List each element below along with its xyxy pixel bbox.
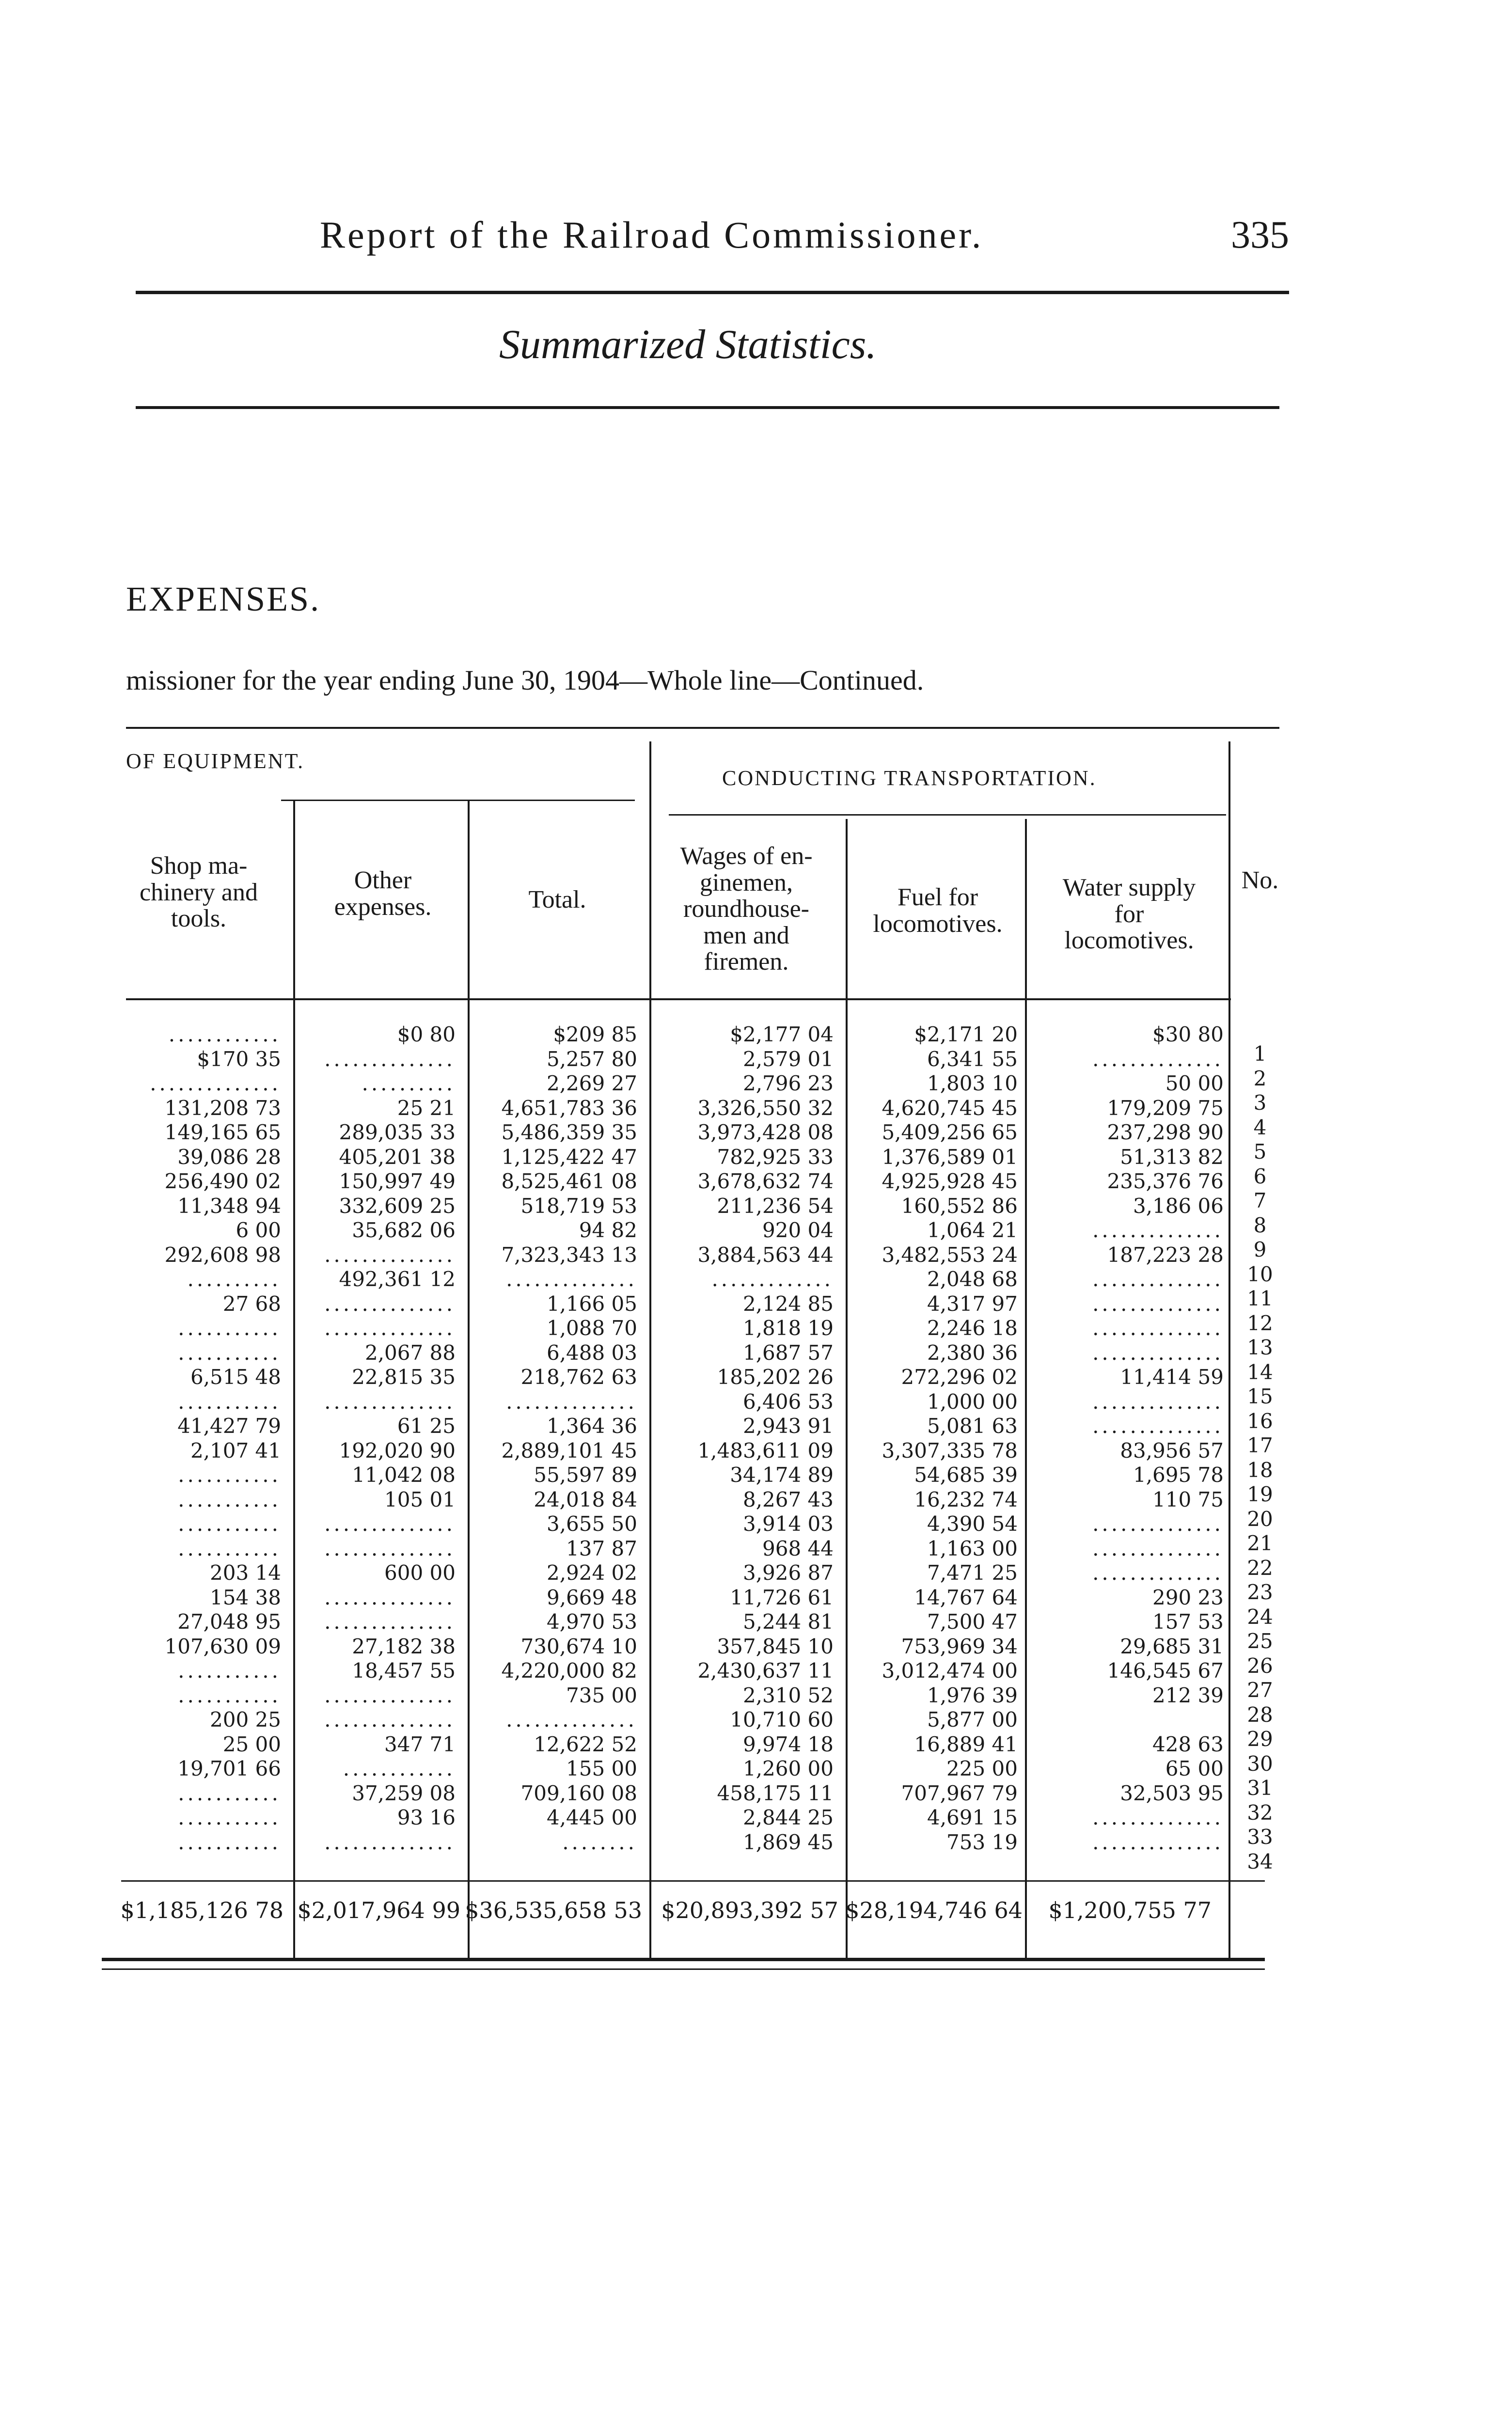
group-conducting: CONDUCTING TRANSPORTATION. [722,766,1097,790]
table-cell: 5,409,256 65 [882,1120,1018,1144]
table-cell: ........... [178,1340,281,1365]
table-cell: 203 14 [210,1561,281,1585]
table-cell: 4,390 54 [927,1512,1018,1536]
table-cell: ............ [168,1023,281,1046]
col-header-shop: Shop ma- chinery and tools. [139,852,258,933]
row-number: 18 [1247,1458,1273,1482]
header-rule [136,291,1289,294]
table-cell: 458,175 11 [717,1781,834,1805]
row-number: 8 [1253,1213,1267,1237]
table-cell: .............. [1092,1512,1224,1536]
column-water-values [1025,1023,1224,1855]
table-cell: .............. [324,1389,456,1414]
table-cell: .............. [324,1683,456,1707]
table-cell: 218,762 63 [520,1365,637,1389]
table-cell: 5,081 63 [927,1414,1018,1438]
table-cell: 8,525,461 08 [501,1169,637,1193]
row-number: 34 [1247,1849,1273,1873]
table-cell: 235,376 76 [1107,1169,1224,1193]
column-divider [1228,741,1230,1958]
table-cell: 968 44 [762,1536,834,1560]
table-cell: 131,208 73 [164,1096,281,1120]
table-cell: 50 00 [1165,1071,1224,1095]
table-cell: .............. [1092,1047,1224,1071]
row-number: 10 [1247,1262,1273,1286]
table-cell: 1,869 45 [742,1830,834,1854]
table-cell: ........ [562,1830,637,1854]
table-cell: 27 68 [222,1291,281,1316]
total-wages: $20,893,392 57 [661,1897,838,1923]
table-cell: 18,457 55 [352,1659,456,1683]
total-total: $36,535,658 53 [465,1897,642,1923]
table-cell: 16,232 74 [914,1487,1018,1511]
column-total-values [472,1023,637,1855]
table-cell: 65 00 [1165,1757,1224,1780]
table-cell: 4,925,928 45 [882,1169,1018,1193]
row-number: 26 [1247,1653,1273,1678]
table-cell: 2,048 68 [927,1267,1018,1291]
table-cell: 94 82 [579,1218,637,1242]
table-cell: 782,925 33 [717,1145,834,1169]
row-number: 15 [1247,1385,1273,1408]
table-cell: 29,685 31 [1120,1634,1224,1658]
table-cell: 1,125,422 47 [501,1145,637,1169]
table-cell: .............. [1092,1316,1224,1340]
table-cell: 1,000 00 [927,1389,1018,1414]
table-cell: 3,012,474 00 [882,1659,1018,1683]
col-header-fuel: Fuel for locomotives. [873,883,1003,938]
table-cell: 4,620,745 45 [882,1096,1018,1120]
table-cell: 10,710 60 [730,1708,834,1731]
table-cell: .............. [324,1830,456,1854]
table-cell: ........... [178,1536,281,1560]
table-cell: 54,685 39 [914,1463,1018,1487]
group-equipment: OF EQUIPMENT. [126,749,305,773]
table-cell: 3,926 87 [742,1561,834,1585]
table-cell: 3,186 06 [1133,1194,1224,1218]
row-number: 4 [1253,1115,1267,1139]
table-cell: 51,313 82 [1120,1145,1224,1169]
header-bottom-rule [126,998,1231,1000]
table-cell: 1,364 36 [546,1414,637,1438]
table-cell: 730,674 10 [520,1634,637,1658]
table-cell: 290 23 [1152,1585,1224,1609]
table-cell: .............. [1092,1340,1224,1365]
table-cell: ........... [178,1830,281,1854]
table-cell: 2,380 36 [927,1340,1018,1365]
table-cell: 289,035 33 [339,1120,456,1144]
row-number: 9 [1253,1238,1267,1261]
table-cell: .............. [1092,1414,1224,1438]
table-cell: 16,889 41 [914,1732,1018,1756]
table-cell: 3,973,428 08 [697,1120,834,1144]
table-cell: .......... [187,1267,281,1291]
table-cell: $30 80 [1152,1023,1224,1046]
row-number: 24 [1247,1605,1273,1629]
table-cell: 4,651,783 36 [501,1096,637,1120]
row-number: 7 [1253,1189,1267,1212]
table-cell: 428 63 [1152,1732,1224,1756]
table-cell: 2,844 25 [742,1806,834,1829]
section-title: EXPENSES. [126,580,321,618]
table-cell: 518,719 53 [520,1194,637,1218]
table-cell: .............. [506,1708,637,1731]
table-cell: 1,818 19 [742,1316,834,1340]
table-cell: 212 39 [1152,1683,1224,1707]
row-number: 31 [1247,1776,1273,1800]
table-cell: .............. [324,1243,456,1267]
table-cell: ........... [178,1512,281,1536]
table-cell: 160,552 86 [901,1194,1018,1218]
col-header-other: Other expenses. [334,866,432,921]
bottom-rule-thin [102,1968,1265,1970]
column-divider [649,741,651,1958]
table-cell: .............. [1092,1830,1224,1854]
table-cell: 6,515 48 [190,1365,281,1389]
table-cell: 83,956 57 [1120,1438,1224,1463]
totals-rule [121,1880,1265,1882]
table-cell: 1,064 21 [927,1218,1018,1242]
table-cell: 6,341 55 [927,1047,1018,1071]
table-cell: 185,202 26 [717,1365,834,1389]
table-cell: 179,209 75 [1107,1096,1224,1120]
table-cell: 35,682 06 [352,1218,456,1242]
row-number: 23 [1247,1580,1273,1604]
table-cell: 2,124 85 [742,1291,834,1316]
table-cell: 492,361 12 [339,1267,456,1291]
table-cell: 9,669 48 [546,1585,637,1609]
table-cell: 25 00 [222,1732,281,1756]
row-number: 11 [1247,1287,1273,1310]
table-cell: .............. [324,1512,456,1536]
table-cell: 93 16 [397,1806,456,1829]
table-cell: 5,486,359 35 [501,1120,637,1144]
table-cell: 2,246 18 [927,1316,1018,1340]
table-cell: 3,326,550 32 [697,1096,834,1120]
table-cell: ........... [178,1389,281,1414]
table-cell: 6,406 53 [742,1389,834,1414]
table-cell: 37,259 08 [352,1781,456,1805]
table-cell: .............. [324,1585,456,1609]
group-equipment-rule [281,800,635,801]
table-cell: 2,107 41 [190,1438,281,1463]
table-cell: 1,976 39 [927,1683,1018,1707]
table-cell: 4,691 15 [927,1806,1018,1829]
table-cell: 2,067 88 [364,1340,456,1365]
table-cell: 1,376,589 01 [882,1145,1018,1169]
table-cell: ........... [178,1659,281,1683]
table-cell: 4,317 97 [927,1291,1018,1316]
table-cell: 600 00 [384,1561,456,1585]
table-cell: 34,174 89 [730,1463,834,1487]
table-cell: .............. [324,1047,456,1071]
row-number: 5 [1253,1140,1267,1164]
row-number: 12 [1247,1311,1273,1335]
table-top-rule [126,727,1279,729]
table-cell: 2,924 02 [546,1561,637,1585]
table-cell: $209 85 [553,1023,637,1046]
table-cell: 41,427 79 [177,1414,281,1438]
table-cell: 1,166 05 [546,1291,637,1316]
table-cell: .............. [324,1316,456,1340]
page-number: 335 [1231,214,1289,256]
table-cell: .............. [1092,1806,1224,1829]
column-fuel-values [846,1023,1018,1855]
table-cell: .............. [150,1071,281,1095]
table-cell: 14,767 64 [914,1585,1018,1609]
table-cell: 211,236 54 [717,1194,834,1218]
table-cell: $2,177 04 [730,1023,834,1046]
table-cell: 3,482,553 24 [882,1243,1018,1267]
table-cell: 2,310 52 [742,1683,834,1707]
subheading-rule [136,406,1279,409]
table-cell: 332,609 25 [339,1194,456,1218]
table-cell: 4,220,000 82 [501,1659,637,1683]
table-cell: 6,488 03 [546,1340,637,1365]
table-cell: 2,430,637 11 [697,1659,834,1683]
row-number: 27 [1247,1678,1273,1702]
table-cell: 5,244 81 [742,1610,834,1634]
row-number: 25 [1247,1629,1273,1653]
row-number: 19 [1247,1482,1273,1506]
table-cell: 2,269 27 [546,1071,637,1095]
table-cell: 4,970 53 [546,1610,637,1634]
row-number: 33 [1247,1825,1273,1849]
table-cell: ........... [178,1463,281,1487]
table-cell: 192,020 90 [339,1438,456,1463]
table-cell: 5,257 80 [546,1047,637,1071]
table-cell: 200 25 [210,1708,281,1731]
intro-line: missioner for the year ending June 30, 1904—Whole line—Continued. [126,664,924,696]
col-header-total: Total. [528,886,586,913]
table-cell: .............. [506,1267,637,1291]
row-number: 32 [1247,1800,1273,1825]
column-divider [468,800,470,1958]
table-cell: .............. [324,1708,456,1731]
row-number: 16 [1247,1409,1273,1433]
table-cell: .............. [324,1536,456,1560]
table-cell: ........... [178,1683,281,1707]
table-cell: $170 35 [197,1047,281,1071]
table-cell: 146,545 67 [1107,1659,1224,1683]
table-cell: $2,171 20 [914,1023,1018,1046]
row-number: 29 [1247,1727,1273,1751]
table-cell: 707,967 79 [901,1781,1018,1805]
table-cell: 150,997 49 [339,1169,456,1193]
table-cell: 256,490 02 [164,1169,281,1193]
table-cell: 357,845 10 [717,1634,834,1658]
row-number: 6 [1253,1164,1267,1188]
table-cell: 1,163 00 [927,1536,1018,1560]
table-cell: ........... [178,1316,281,1340]
running-header-title: Report of the Railroad Commissioner. [320,214,984,256]
table-cell: .............. [1092,1389,1224,1414]
table-cell: 27,048 95 [177,1610,281,1634]
table-cell: 2,579 01 [742,1047,834,1071]
table-cell: 347 71 [384,1732,456,1756]
row-number: 13 [1247,1336,1273,1359]
table-cell: 7,500 47 [927,1610,1018,1634]
row-number: 30 [1247,1751,1273,1776]
col-header-no: No. [1241,866,1279,894]
table-cell: 12,622 52 [534,1732,637,1756]
table-cell: .............. [1092,1536,1224,1560]
table-cell: .............. [1092,1561,1224,1585]
column-wages-values [652,1023,834,1855]
row-number: 17 [1247,1433,1273,1457]
table-cell: 709,160 08 [520,1781,637,1805]
table-cell: 753 19 [946,1830,1018,1854]
table-cell: 3,307,335 78 [882,1438,1018,1463]
table-cell: 1,088 70 [546,1316,637,1340]
table-cell: 272,296 02 [901,1365,1018,1389]
total-other: $2,017,964 99 [297,1897,460,1923]
table-cell: .......... [362,1071,456,1095]
table-cell: 1,695 78 [1133,1463,1224,1487]
table-cell: 3,884,563 44 [697,1243,834,1267]
table-cell [1025,1708,1224,1732]
row-number: 20 [1247,1507,1273,1531]
table-cell: 11,348 94 [177,1194,281,1218]
column-shop-values [111,1023,281,1855]
table-cell: .............. [324,1610,456,1634]
table-cell: 1,260 00 [742,1757,834,1780]
col-header-wages: Wages of en- ginemen, roundhouse- men and firemen. [680,842,813,976]
table-cell: 1,687 57 [742,1340,834,1365]
table-cell: 6 00 [236,1218,281,1242]
table-cell: ........... [178,1781,281,1805]
table-cell: 25 21 [397,1096,456,1120]
row-number: 2 [1253,1066,1267,1090]
col-header-water: Water supply for locomotives. [1062,874,1196,955]
table-cell: 2,796 23 [742,1071,834,1095]
table-cell: .............. [1092,1291,1224,1316]
table-cell: 61 25 [397,1414,456,1438]
row-number: 14 [1247,1360,1273,1384]
total-shop: $1,185,126 78 [120,1897,284,1923]
table-cell: 753,969 34 [901,1634,1018,1658]
table-cell: 105 01 [384,1487,456,1511]
row-number: 3 [1253,1091,1267,1115]
table-cell: .............. [506,1389,637,1414]
row-number: 22 [1247,1556,1273,1580]
table-cell: 3,655 50 [546,1512,637,1536]
table-cell: 149,165 65 [164,1120,281,1144]
table-cell: 735 00 [566,1683,637,1707]
table-cell: 155 00 [566,1757,637,1780]
table-cell: ........... [178,1806,281,1829]
table-cell: .............. [1092,1218,1224,1242]
table-cell: ........... [178,1487,281,1511]
table-cell: 39,086 28 [177,1145,281,1169]
table-cell: 107,630 09 [164,1634,281,1658]
group-conducting-rule [669,814,1226,816]
table-cell: 110 75 [1152,1487,1224,1511]
table-cell: 19,701 66 [177,1757,281,1780]
row-number: 21 [1247,1531,1273,1555]
table-cell: 32,503 95 [1120,1781,1224,1805]
table-cell: 11,726 61 [730,1585,834,1609]
table-cell: 405,201 38 [339,1145,456,1169]
table-cell: 11,414 59 [1120,1365,1224,1389]
table-cell: ............ [343,1757,456,1780]
row-number: 1 [1253,1042,1267,1066]
table-cell: 55,597 89 [534,1463,637,1487]
table-cell: ............. [711,1267,834,1291]
total-fuel: $28,194,746 64 [845,1897,1023,1923]
table-cell: 24,018 84 [534,1487,637,1511]
table-cell: $0 80 [397,1023,456,1046]
column-other-values [291,1023,456,1855]
row-number: 28 [1247,1702,1273,1727]
table-cell: 5,877 00 [927,1708,1018,1731]
bottom-rule-thick [102,1958,1265,1961]
table-cell: 22,815 35 [352,1365,456,1389]
table-cell: 137 87 [566,1536,637,1560]
table-cell: 187,223 28 [1107,1243,1224,1267]
table-cell: 920 04 [762,1218,834,1242]
table-cell: .............. [1092,1267,1224,1291]
table-cell: 7,471 25 [927,1561,1018,1585]
table-cell: 2,943 91 [742,1414,834,1438]
table-cell: 225 00 [946,1757,1018,1780]
table-cell: 27,182 38 [352,1634,456,1658]
table-cell: 292,608 98 [164,1243,281,1267]
subheading: Summarized Statistics. [499,321,877,367]
table-cell: 3,914 03 [742,1512,834,1536]
table-cell: 4,445 00 [546,1806,637,1829]
table-cell: 8,267 43 [742,1487,834,1511]
table-cell: 2,889,101 45 [501,1438,637,1463]
table-cell: 1,803 10 [927,1071,1018,1095]
table-cell: 9,974 18 [742,1732,834,1756]
table-cell: 154 38 [210,1585,281,1609]
column-row-numbers [1238,1042,1282,1874]
table-cell: 1,483,611 09 [697,1438,834,1463]
table-cell: 11,042 08 [352,1463,456,1487]
total-water: $1,200,755 77 [1048,1897,1212,1923]
table-cell: .............. [324,1291,456,1316]
table-cell: 3,678,632 74 [697,1169,834,1193]
table-cell: 7,323,343 13 [501,1243,637,1267]
table-cell: 157 53 [1152,1610,1224,1634]
table-cell: 237,298 90 [1107,1120,1224,1144]
